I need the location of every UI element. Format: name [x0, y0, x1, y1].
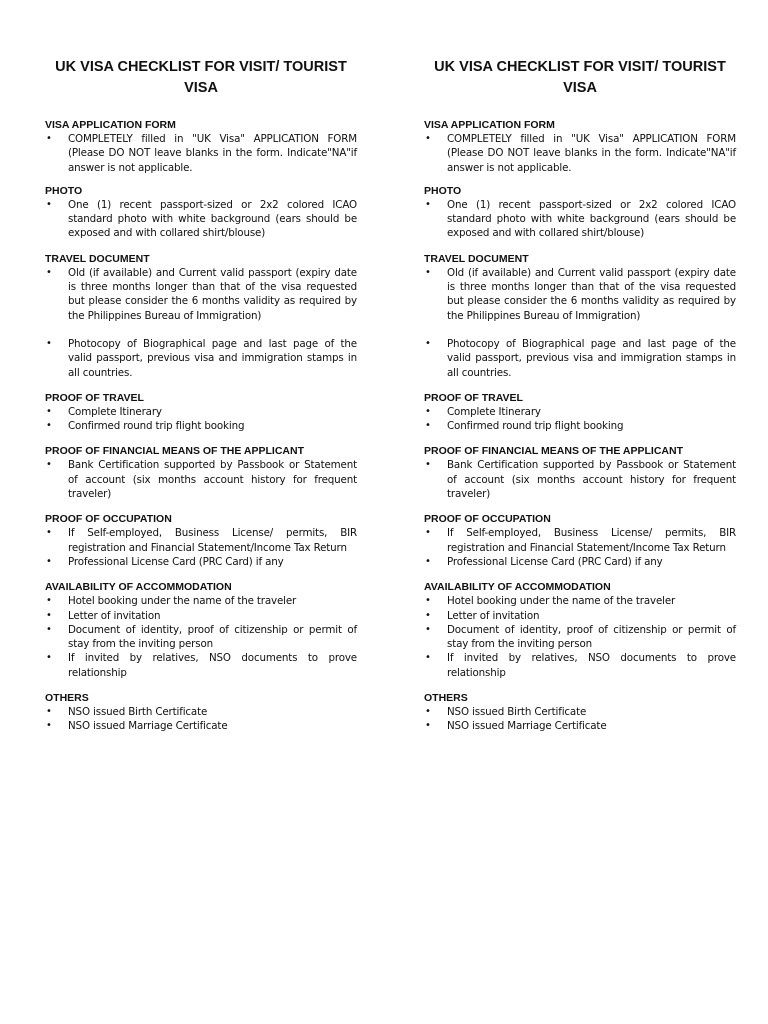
item-text: Professional License Card (PRC Card) if any [447, 555, 663, 568]
item-text: Bank Certification supported by Passbook or Statement of account (six months account history for frequent traveler) [447, 459, 736, 501]
bullet-icon: • [46, 527, 52, 539]
section-heading: PHOTO [45, 184, 83, 197]
item-text: Hotel booking under the name of the traveler [447, 595, 676, 608]
item-text: Professional License Card (PRC Card) if any [68, 555, 284, 568]
list-item [424, 198, 736, 241]
item-list [424, 266, 736, 380]
list-item [45, 594, 357, 608]
bullet-icon: • [46, 652, 52, 664]
section-availability-of-accommodation [424, 580, 736, 680]
section-proof-of-occupation [424, 512, 736, 569]
section-heading: AVAILABILITY OF ACCOMMODATION [424, 581, 611, 594]
bullet-icon: • [425, 623, 431, 635]
section-heading: OTHERS [45, 692, 89, 705]
item-list [45, 526, 357, 569]
list-item [424, 651, 736, 680]
list-item [45, 337, 357, 380]
item-text: One (1) recent passport-sized or 2x2 colored ICAO standard photo with white background (ears should be exposed and with collared shirt/blouse) [68, 198, 357, 240]
item-list [45, 594, 357, 680]
section-heading: AVAILABILITY OF ACCOMMODATION [45, 581, 232, 594]
list-item [45, 132, 357, 175]
list-item [45, 719, 357, 733]
list-item [424, 623, 736, 652]
list-item [45, 266, 357, 323]
bullet-icon: • [46, 623, 52, 635]
section-travel-document [45, 252, 357, 380]
item-list [424, 405, 736, 434]
section-heading: TRAVEL DOCUMENT [45, 252, 150, 265]
list-item [45, 458, 357, 501]
section-proof-of-travel [424, 391, 736, 434]
list-item [45, 651, 357, 680]
checklist-column-right [424, 57, 736, 745]
list-item [45, 555, 357, 569]
item-text: COMPLETELY filled in "UK Visa" APPLICATION FORM (Please DO NOT leave blanks in the form. Indicate"NA"if answer is not applicable. [68, 133, 357, 174]
bullet-icon: • [425, 420, 431, 432]
item-text: Photocopy of Biographical page and last page of the valid passport, previous visa and immigration stamps in all countries. [68, 337, 357, 379]
bullet-icon: • [46, 459, 52, 471]
item-text: COMPLETELY filled in "UK Visa" APPLICATION FORM (Please DO NOT leave blanks in the form. Indicate"NA"if answer is not applicable. [447, 133, 736, 174]
bullet-icon: • [46, 555, 52, 567]
list-item [45, 623, 357, 652]
list-item [45, 526, 357, 555]
item-list [424, 458, 736, 501]
section-proof-of-travel [45, 391, 357, 434]
item-text: Old (if available) and Current valid passport (expiry date is three months longer than that of the visa requested but please consider the 6 months validity as required by the Philippines Bureau of Immigration) [68, 266, 357, 322]
list-item [45, 198, 357, 241]
bullet-icon: • [425, 405, 431, 417]
item-list [45, 132, 357, 175]
item-text: Hotel booking under the name of the traveler [68, 595, 297, 608]
list-item [424, 458, 736, 501]
bullet-icon: • [46, 405, 52, 417]
item-text: Complete Itinerary [447, 405, 541, 418]
section-visa-application-form [45, 118, 357, 175]
item-text: Old (if available) and Current valid passport (expiry date is three months longer than that of the visa requested but please consider the 6 months validity as required by the Philippines Bureau of Immigration) [447, 266, 736, 322]
item-text: NSO issued Marriage Certificate [447, 720, 607, 733]
list-item [424, 609, 736, 623]
item-list [424, 132, 736, 175]
item-text: Confirmed round trip flight booking [447, 420, 624, 433]
item-text: If Self-employed, Business License/ permits, BIR registration and Financial Statement/Income Tax Return [447, 527, 736, 554]
section-proof-of-financial-means [424, 444, 736, 501]
item-text: Letter of invitation [447, 609, 540, 622]
list-item [424, 337, 736, 380]
item-text: Bank Certification supported by Passbook or Statement of account (six months account history for frequent traveler) [68, 459, 357, 501]
bullet-icon: • [425, 555, 431, 567]
bullet-icon: • [425, 720, 431, 732]
item-list [45, 266, 357, 380]
item-text: Complete Itinerary [68, 405, 162, 418]
bullet-icon: • [425, 337, 431, 349]
bullet-icon: • [425, 609, 431, 621]
item-text: Document of identity, proof of citizenship or permit of stay from the inviting person [68, 623, 357, 651]
item-list [45, 405, 357, 434]
bullet-icon: • [425, 266, 431, 278]
section-heading: VISA APPLICATION FORM [424, 119, 555, 131]
list-item [424, 705, 736, 719]
item-list [424, 198, 736, 241]
bullet-icon: • [46, 595, 52, 607]
bullet-icon: • [46, 720, 52, 732]
bullet-icon: • [425, 198, 431, 210]
section-heading: PROOF OF TRAVEL [424, 391, 523, 404]
list-item [45, 705, 357, 719]
section-heading: PROOF OF OCCUPATION [45, 513, 172, 526]
item-text: If invited by relatives, NSO documents to prove relationship [447, 652, 736, 679]
item-text: NSO issued Marriage Certificate [68, 720, 228, 733]
list-item [424, 526, 736, 555]
list-item [424, 405, 736, 419]
section-visa-application-form [424, 118, 736, 175]
section-heading: VISA APPLICATION FORM [45, 119, 176, 131]
section-heading: PROOF OF FINANCIAL MEANS OF THE APPLICANT [424, 445, 683, 458]
item-list [424, 594, 736, 680]
page-title: UK VISA CHECKLIST FOR VISIT/ TOURIST VISA [434, 59, 726, 96]
bullet-icon: • [425, 595, 431, 607]
bullet-icon: • [425, 652, 431, 664]
bullet-icon: • [425, 706, 431, 718]
bullet-icon: • [46, 198, 52, 210]
item-list [424, 705, 736, 734]
item-text: Document of identity, proof of citizenship or permit of stay from the inviting person [447, 623, 736, 651]
list-item [424, 719, 736, 733]
section-heading: OTHERS [424, 692, 468, 705]
page-title: UK VISA CHECKLIST FOR VISIT/ TOURIST VISA [55, 59, 347, 96]
list-item [424, 419, 736, 433]
bullet-icon: • [425, 133, 431, 144]
section-photo [45, 184, 357, 241]
section-travel-document [424, 252, 736, 380]
section-others [424, 691, 736, 734]
section-heading: PHOTO [424, 184, 462, 197]
item-text: Confirmed round trip flight booking [68, 420, 245, 433]
bullet-icon: • [46, 266, 52, 278]
section-heading: PROOF OF TRAVEL [45, 391, 144, 404]
section-others [45, 691, 357, 734]
list-item [424, 132, 736, 175]
item-list [424, 526, 736, 569]
section-heading: PROOF OF FINANCIAL MEANS OF THE APPLICANT [45, 445, 304, 458]
item-text: If invited by relatives, NSO documents to prove relationship [68, 652, 357, 679]
list-item [424, 266, 736, 323]
bullet-icon: • [425, 527, 431, 539]
section-heading: TRAVEL DOCUMENT [424, 252, 529, 265]
section-heading: PROOF OF OCCUPATION [424, 513, 551, 526]
item-text: NSO issued Birth Certificate [447, 706, 587, 719]
list-item [45, 609, 357, 623]
list-item [45, 419, 357, 433]
bullet-icon: • [46, 133, 52, 144]
section-availability-of-accommodation [45, 580, 357, 680]
item-text: NSO issued Birth Certificate [68, 706, 208, 719]
list-item [424, 594, 736, 608]
section-proof-of-financial-means [45, 444, 357, 501]
bullet-icon: • [46, 420, 52, 432]
item-list [45, 198, 357, 241]
bullet-icon: • [46, 609, 52, 621]
checklist-column-left [45, 57, 357, 745]
item-text: One (1) recent passport-sized or 2x2 colored ICAO standard photo with white background (ears should be exposed and with collared shirt/blouse) [447, 198, 736, 240]
item-list [45, 705, 357, 734]
list-item [424, 555, 736, 569]
bullet-icon: • [46, 337, 52, 349]
list-item [45, 405, 357, 419]
bullet-icon: • [46, 706, 52, 718]
bullet-icon: • [425, 459, 431, 471]
item-text: If Self-employed, Business License/ permits, BIR registration and Financial Statement/Income Tax Return [68, 527, 357, 554]
item-list [45, 458, 357, 501]
item-text: Letter of invitation [68, 609, 161, 622]
section-photo [424, 184, 736, 241]
section-proof-of-occupation [45, 512, 357, 569]
item-text: Photocopy of Biographical page and last page of the valid passport, previous visa and immigration stamps in all countries. [447, 337, 736, 379]
